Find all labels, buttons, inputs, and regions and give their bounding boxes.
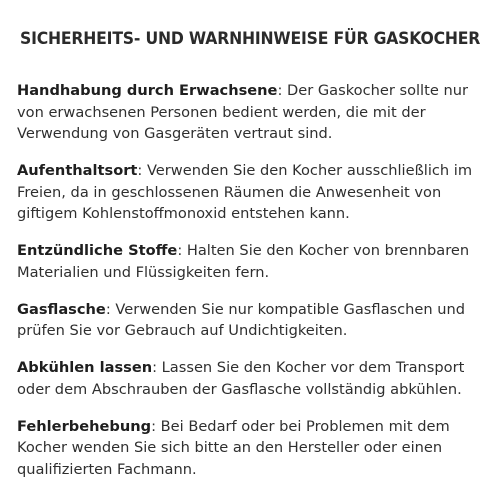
section-text: : Halten Sie den Kocher von brennbaren Materialien und Flüssigkeiten fern. <box>17 242 470 281</box>
section-heading: Aufenthaltsort <box>17 162 138 179</box>
section-text: : Verwenden Sie nur kompatible Gasflaschen und prüfen Sie vor Gebrauch auf Undichtigkeiten. <box>17 300 466 339</box>
section-text: : Verwenden Sie den Kocher ausschließlich im Freien, da in geschlossenen Räumen die Anwesenheit von giftigem Kohlenstoffmonoxid entstehen kann. <box>17 162 473 222</box>
section-heading: Abkühlen lassen <box>17 359 153 376</box>
page-title: SICHERHEITS- UND WARNHINWEISE FÜR GASKOCHER <box>20 29 481 49</box>
section-troubleshooting <box>17 416 493 481</box>
safety-instructions <box>17 80 493 496</box>
section-heading: Fehlerbehebung <box>17 417 152 435</box>
section-text: : Der Gaskocher sollte nur von erwachsenen Personen bedient werden, die mit der Verwendung von Gasgeräten vertraut sind. <box>17 82 468 142</box>
section-text: : Bei Bedarf oder bei Problemen mit dem Kocher wenden Sie sich bitte an den Hersteller oder einen qualifizierten Fachmann. <box>17 417 450 478</box>
section-cooling <box>17 357 493 400</box>
section-heading: Entzündliche Stoffe <box>17 242 178 259</box>
section-gas-bottle <box>17 299 493 342</box>
section-text: : Lassen Sie den Kocher vor dem Transport oder dem Abschrauben der Gasflasche vollständig abkühlen. <box>17 359 465 398</box>
section-flammables <box>17 240 493 283</box>
section-handling <box>17 80 493 145</box>
section-location <box>17 160 493 225</box>
section-heading: Gasflasche <box>17 300 106 318</box>
section-heading: Handhabung durch Erwachsene <box>17 82 278 99</box>
